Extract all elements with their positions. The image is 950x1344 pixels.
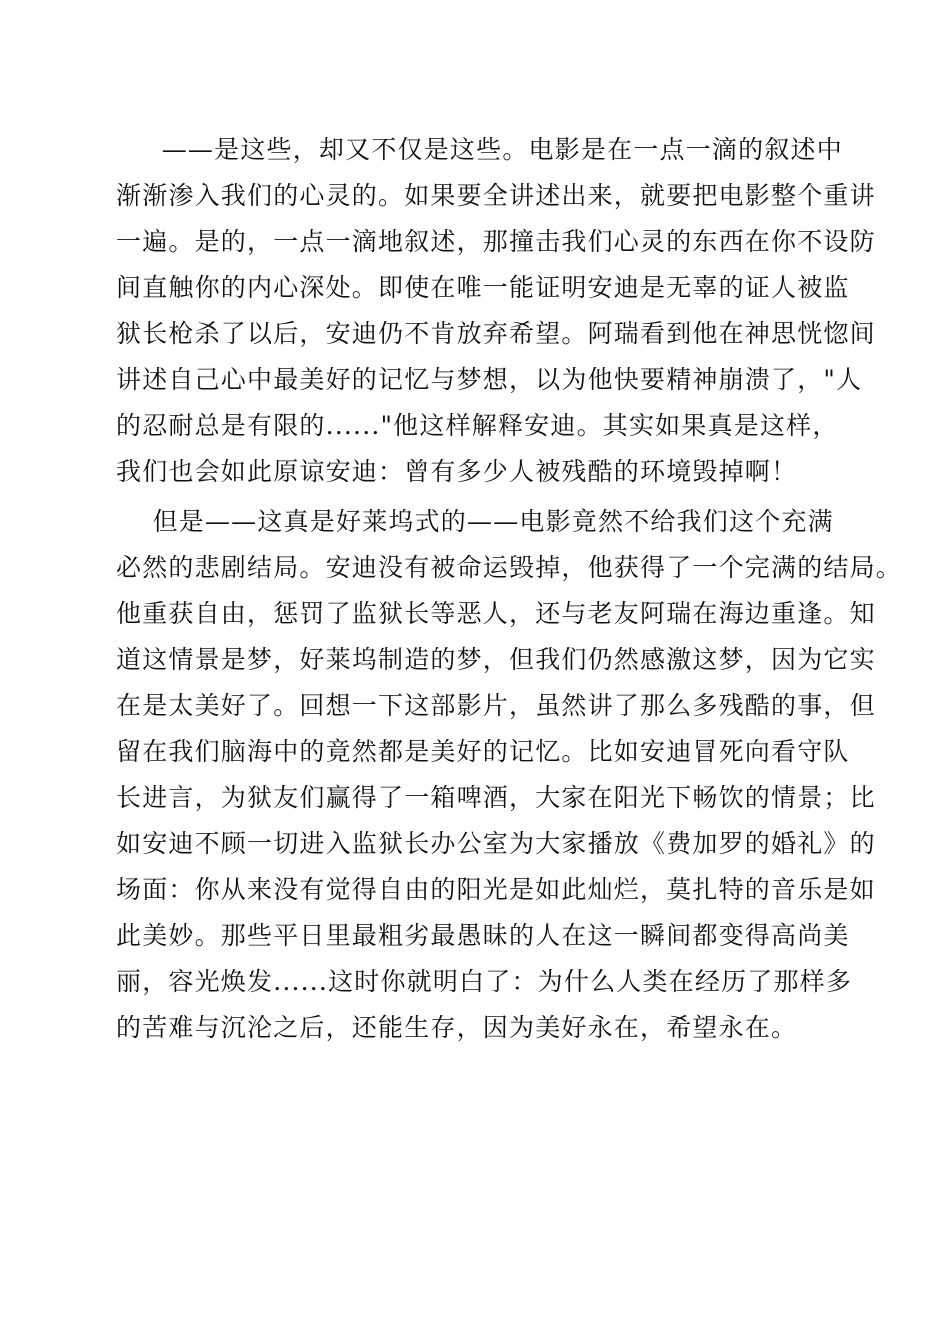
text-line: 此美妙。那些平日里最粗劣最愚昧的人在这一瞬间都变得高尚美 xyxy=(116,921,850,950)
text-line: 狱长枪杀了以后，安迪仍不肯放弃希望。阿瑞看到他在神思恍惚间 xyxy=(116,319,876,348)
text-line: 的忍耐总是有限的......"他这样解释安迪。其实如果真是这样， xyxy=(116,411,839,440)
text-line: 他重获自由，惩罚了监狱长等恶人，还与老友阿瑞在海边重逢。知 xyxy=(116,599,876,628)
text-line: 在是太美好了。回想一下这部影片，虽然讲了那么多残酷的事，但 xyxy=(116,691,876,720)
text-line: 讲述自己心中最美好的记忆与梦想，以为他快要精神崩溃了，"人 xyxy=(116,365,863,394)
text-line: 留在我们脑海中的竟然都是美好的记忆。比如安迪冒死向看守队 xyxy=(116,737,850,766)
text-line: ——是这些，却又不仅是这些。电影是在一点一滴的叙述中 xyxy=(116,135,843,164)
text-line: 间直触你的内心深处。即使在唯一能证明安迪是无辜的证人被监 xyxy=(116,273,850,302)
paragraph-1 xyxy=(116,127,876,495)
text-line: 的苦难与沉沦之后，还能生存，因为美好永在，希望永在。 xyxy=(116,1013,798,1042)
document-body xyxy=(116,127,903,1051)
text-line: 渐渐渗入我们的心灵的。如果要全讲述出来，就要把电影整个重讲 xyxy=(116,181,876,210)
text-line: 道这情景是梦，好莱坞制造的梦，但我们仍然感激这梦，因为它实 xyxy=(116,645,876,674)
paragraph-2 xyxy=(116,499,903,1051)
text-line: 我们也会如此原谅安迪：曾有多少人被残酷的环境毁掉啊！ xyxy=(116,457,798,486)
text-line: 场面：你从来没有觉得自由的阳光是如此灿烂，莫扎特的音乐是如 xyxy=(116,875,876,904)
text-line: 但是——这真是好莱坞式的——电影竟然不给我们这个充满 xyxy=(116,507,834,536)
text-line: 一遍。是的，一点一滴地叙述，那撞击我们心灵的东西在你不设防 xyxy=(116,227,876,256)
text-line: 如安迪不顾一切进入监狱长办公室为大家播放《费加罗的婚礼》的 xyxy=(116,829,876,858)
text-line: 长进言，为狱友们赢得了一箱啤酒，大家在阳光下畅饮的情景；比 xyxy=(116,783,876,812)
text-line: 必然的悲剧结局。安迪没有被命运毁掉，他获得了一个完满的结局。 xyxy=(116,553,903,582)
text-line: 丽，容光焕发......这时你就明白了：为什么人类在经历了那样多 xyxy=(116,967,853,996)
